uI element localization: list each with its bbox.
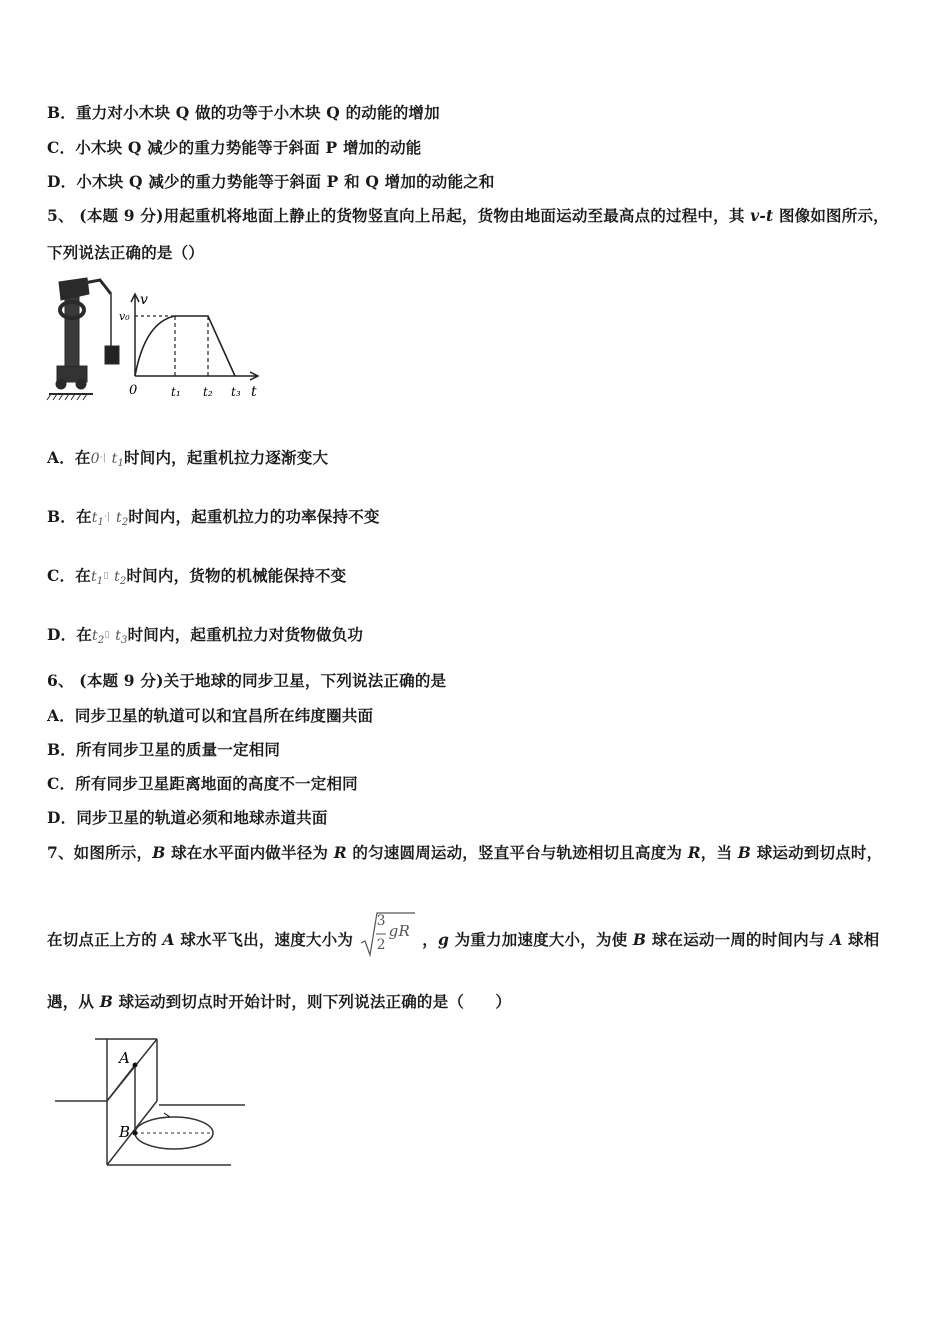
vt-curve xyxy=(135,316,235,376)
direction-arrow-icon xyxy=(161,1113,170,1118)
q5-stem-line2: 下列说法正确的是（） xyxy=(47,243,205,262)
q4-option-c: C．小木块 Q 减少的重力势能等于斜面 P 增加的动能 xyxy=(47,138,422,157)
vt-t2-label: t₂ xyxy=(203,385,213,399)
q7-stem-line3: 遇，从 B 球运动到切点时开始计时，则下列说法正确的是（ ） xyxy=(47,992,512,1011)
q6-option-c: C．所有同步卫星距离地面的高度不一定相同 xyxy=(47,774,358,793)
q6-option-b: B．所有同步卫星的质量一定相同 xyxy=(47,740,281,759)
sqrt-expression: 3 2 gR xyxy=(359,931,417,951)
q7-stem-line2: 在切点正上方的 A 球水平飞出，速度大小为 3 2 gR ，g 为重力加速度大小，为使 B 球在运动一周的时间内与 A 球相 xyxy=(47,928,879,951)
crane-vt-figure xyxy=(45,270,270,405)
platform-circle-figure xyxy=(55,1035,255,1170)
label-b: B xyxy=(119,1123,131,1141)
vt-t1-label: t₁ xyxy=(171,385,181,399)
q4-option-b: B．重力对小木块 Q 做的功等于小木块 Q 的动能的增加 xyxy=(47,103,440,122)
ball-b xyxy=(133,1131,138,1136)
vt-t3-label: t₃ xyxy=(231,385,241,399)
q5-stem-line1: 5、 (本题 9 分)用起重机将地面上静止的货物竖直向上吊起，货物由地面运动至最高点的过程中，其 v-t 图像如图所示， xyxy=(47,206,889,225)
ball-a xyxy=(133,1063,138,1068)
q5-option-b: B．在$t_1\cdot|$ $t_2$时间内，起重机拉力的功率保持不变 xyxy=(47,507,380,528)
q6-stem: 6、 (本题 9 分)关于地球的同步卫星，下列说法正确的是 xyxy=(47,671,447,690)
q5-option-d: D．在$t_2▯$ $t_3$时间内，起重机拉力对货物做负功 xyxy=(47,625,364,646)
crane-icon xyxy=(47,278,119,400)
q5-option-a: A．在0·| $t_1$时间内，起重机拉力逐渐变大 xyxy=(47,448,329,469)
vt-v-label: v xyxy=(140,292,148,308)
q6-option-d: D．同步卫星的轨道必须和地球赤道共面 xyxy=(47,808,328,827)
q5-option-c: C．在$t_1▯$ $t_2$时间内，货物的机械能保持不变 xyxy=(47,566,347,587)
vt-origin-label: 0 xyxy=(129,383,138,398)
q7-stem-line1: 7、如图所示，B 球在水平面内做半径为 R 的匀速圆周运动，竖直平台与轨迹相切且高度为 R，当 B 球运动到切点时， xyxy=(47,843,883,862)
vt-v0-label: v₀ xyxy=(119,310,130,323)
vt-t-label: t xyxy=(251,384,257,400)
q6-option-a: A．同步卫星的轨道可以和宜昌所在纬度圈共面 xyxy=(47,706,374,725)
q4-option-d: D．小木块 Q 减少的重力势能等于斜面 P 和 Q 增加的动能之和 xyxy=(47,172,495,191)
label-a: A xyxy=(119,1049,130,1067)
